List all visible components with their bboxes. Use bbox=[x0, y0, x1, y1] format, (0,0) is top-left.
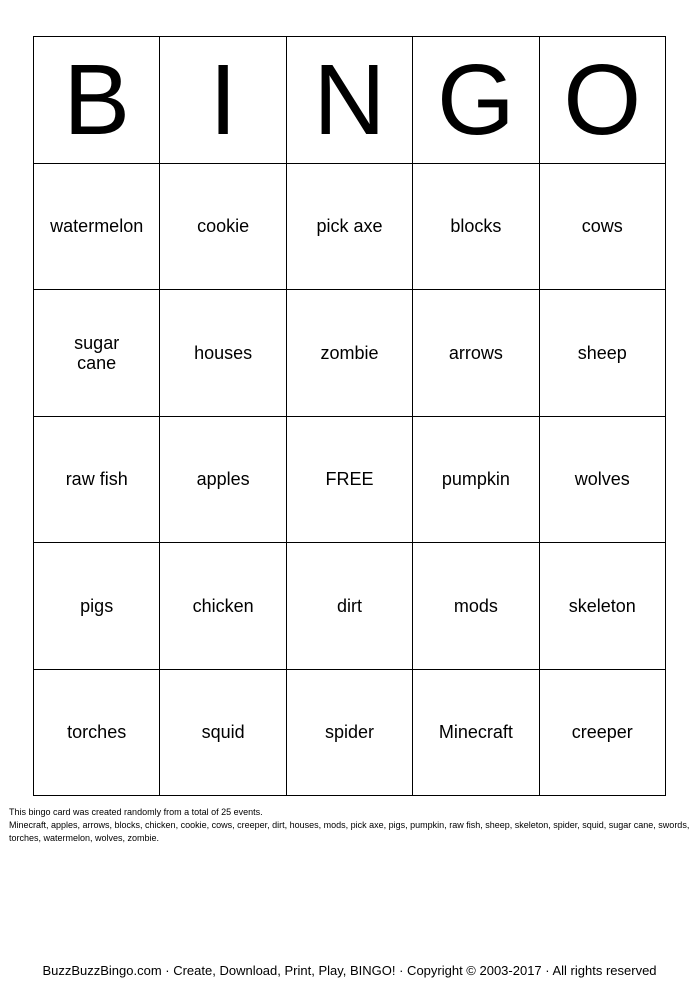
header-row bbox=[34, 37, 666, 164]
card-cell: mods bbox=[413, 543, 539, 670]
card-cell: spider bbox=[286, 669, 412, 796]
header-letter-b: B bbox=[34, 37, 160, 164]
card-cell: arrows bbox=[413, 290, 539, 417]
card-row bbox=[34, 543, 666, 670]
card-cell: apples bbox=[160, 416, 286, 543]
card-cell: raw fish bbox=[34, 416, 160, 543]
card-cell: watermelon bbox=[34, 163, 160, 290]
bingo-card bbox=[33, 36, 666, 796]
card-cell: chicken bbox=[160, 543, 286, 670]
site-footer: BuzzBuzzBingo.com · Create, Download, Print, Play, BINGO! · Copyright © 2003-2017 · All rights reserved bbox=[42, 963, 657, 978]
free-space-cell: FREE bbox=[286, 416, 412, 543]
card-cell: houses bbox=[160, 290, 286, 417]
card-cell: torches bbox=[34, 669, 160, 796]
card-cell: sheep bbox=[539, 290, 665, 417]
card-cell: cows bbox=[539, 163, 665, 290]
card-cell: pumpkin bbox=[413, 416, 539, 543]
card-cell: blocks bbox=[413, 163, 539, 290]
card-cell bbox=[34, 290, 160, 417]
card-cell: zombie bbox=[286, 290, 412, 417]
card-cell: dirt bbox=[286, 543, 412, 670]
card-cell: pick axe bbox=[286, 163, 412, 290]
card-row bbox=[34, 290, 666, 417]
card-note bbox=[9, 806, 691, 845]
card-cell: skeleton bbox=[539, 543, 665, 670]
header-letter-i: I bbox=[160, 37, 286, 164]
card-cell: cookie bbox=[160, 163, 286, 290]
card-cell: squid bbox=[160, 669, 286, 796]
card-row bbox=[34, 163, 666, 290]
header-letter-g: G bbox=[413, 37, 539, 164]
card-cell: Minecraft bbox=[413, 669, 539, 796]
card-note-intro: This bingo card was created randomly from a total of 25 events. bbox=[9, 807, 263, 817]
card-cell: wolves bbox=[539, 416, 665, 543]
header-letter-o: O bbox=[539, 37, 665, 164]
card-cell: creeper bbox=[539, 669, 665, 796]
card-note-events: Minecraft, apples, arrows, blocks, chicken, cookie, cows, creeper, dirt, houses, mods, pick axe, pigs, pumpkin, raw fish, sheep, skeleton, spider, squid, sugar cane, swords, torches, watermelon, wolves, zombie. bbox=[9, 820, 690, 843]
header-letter-n: N bbox=[286, 37, 412, 164]
card-cell: pigs bbox=[34, 543, 160, 670]
card-row bbox=[34, 416, 666, 543]
card-row bbox=[34, 669, 666, 796]
card-cell-text: sugar cane bbox=[74, 332, 120, 373]
